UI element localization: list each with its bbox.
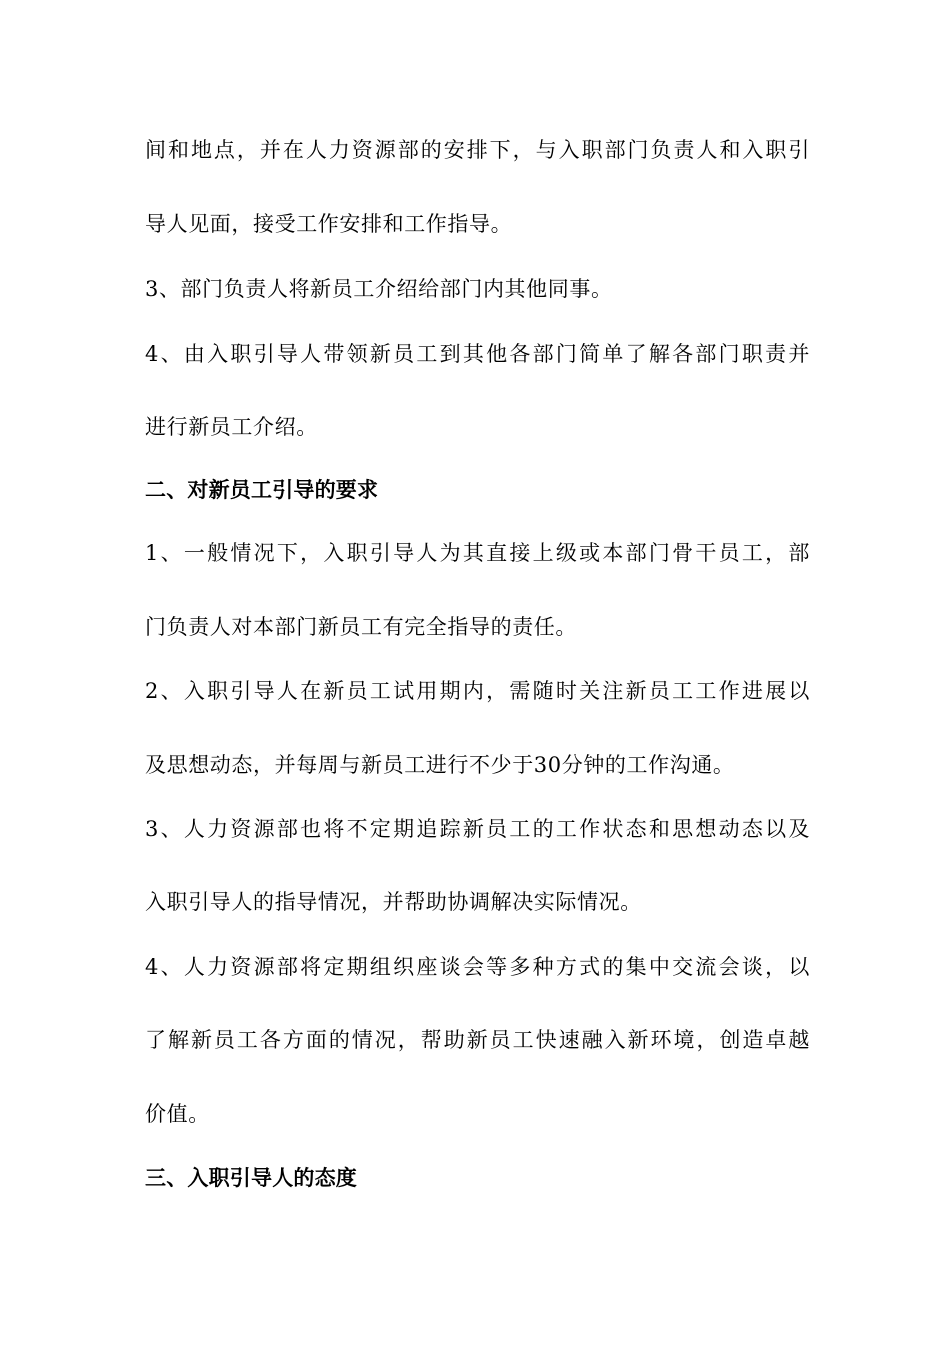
list-item-line: 2、入职引导人在新员工试用期内，需随时关注新员工工作进展以 xyxy=(145,679,810,703)
list-item-line: 了解新员工各方面的情况，帮助新员工快速融入新环境，创造卓越 xyxy=(145,1028,810,1052)
list-item-line: 进行新员工介绍。 xyxy=(145,415,318,439)
paragraph-line: 间和地点，并在人力资源部的安排下，与入职部门负责人和入职引 xyxy=(145,138,810,162)
list-item-line: 门负责人对本部门新员工有完全指导的责任。 xyxy=(145,615,577,639)
list-item-line: 3、部门负责人将新员工介绍给部门内其他同事。 xyxy=(145,277,613,301)
list-item-line: 4、由入职引导人带领新员工到其他各部门简单了解各部门职责并 xyxy=(145,342,810,366)
list-item-line: 入职引导人的指导情况，并帮助协调解决实际情况。 xyxy=(145,890,642,914)
list-item-line: 价值。 xyxy=(145,1102,210,1126)
list-item-line: 及思想动态，并每周与新员工进行不少于30分钟的工作沟通。 xyxy=(145,753,735,777)
list-item-line: 4、人力资源部将定期组织座谈会等多种方式的集中交流会谈，以 xyxy=(145,955,810,979)
list-item-line: 1、一般情况下，入职引导人为其直接上级或本部门骨干员工，部 xyxy=(145,541,810,565)
section-heading: 三、入职引导人的态度 xyxy=(145,1165,357,1190)
section-heading: 二、对新员工引导的要求 xyxy=(145,477,379,502)
paragraph-line: 导人见面，接受工作安排和工作指导。 xyxy=(145,212,513,236)
list-item-line: 3、人力资源部也将不定期追踪新员工的工作状态和思想动态以及 xyxy=(145,817,810,841)
